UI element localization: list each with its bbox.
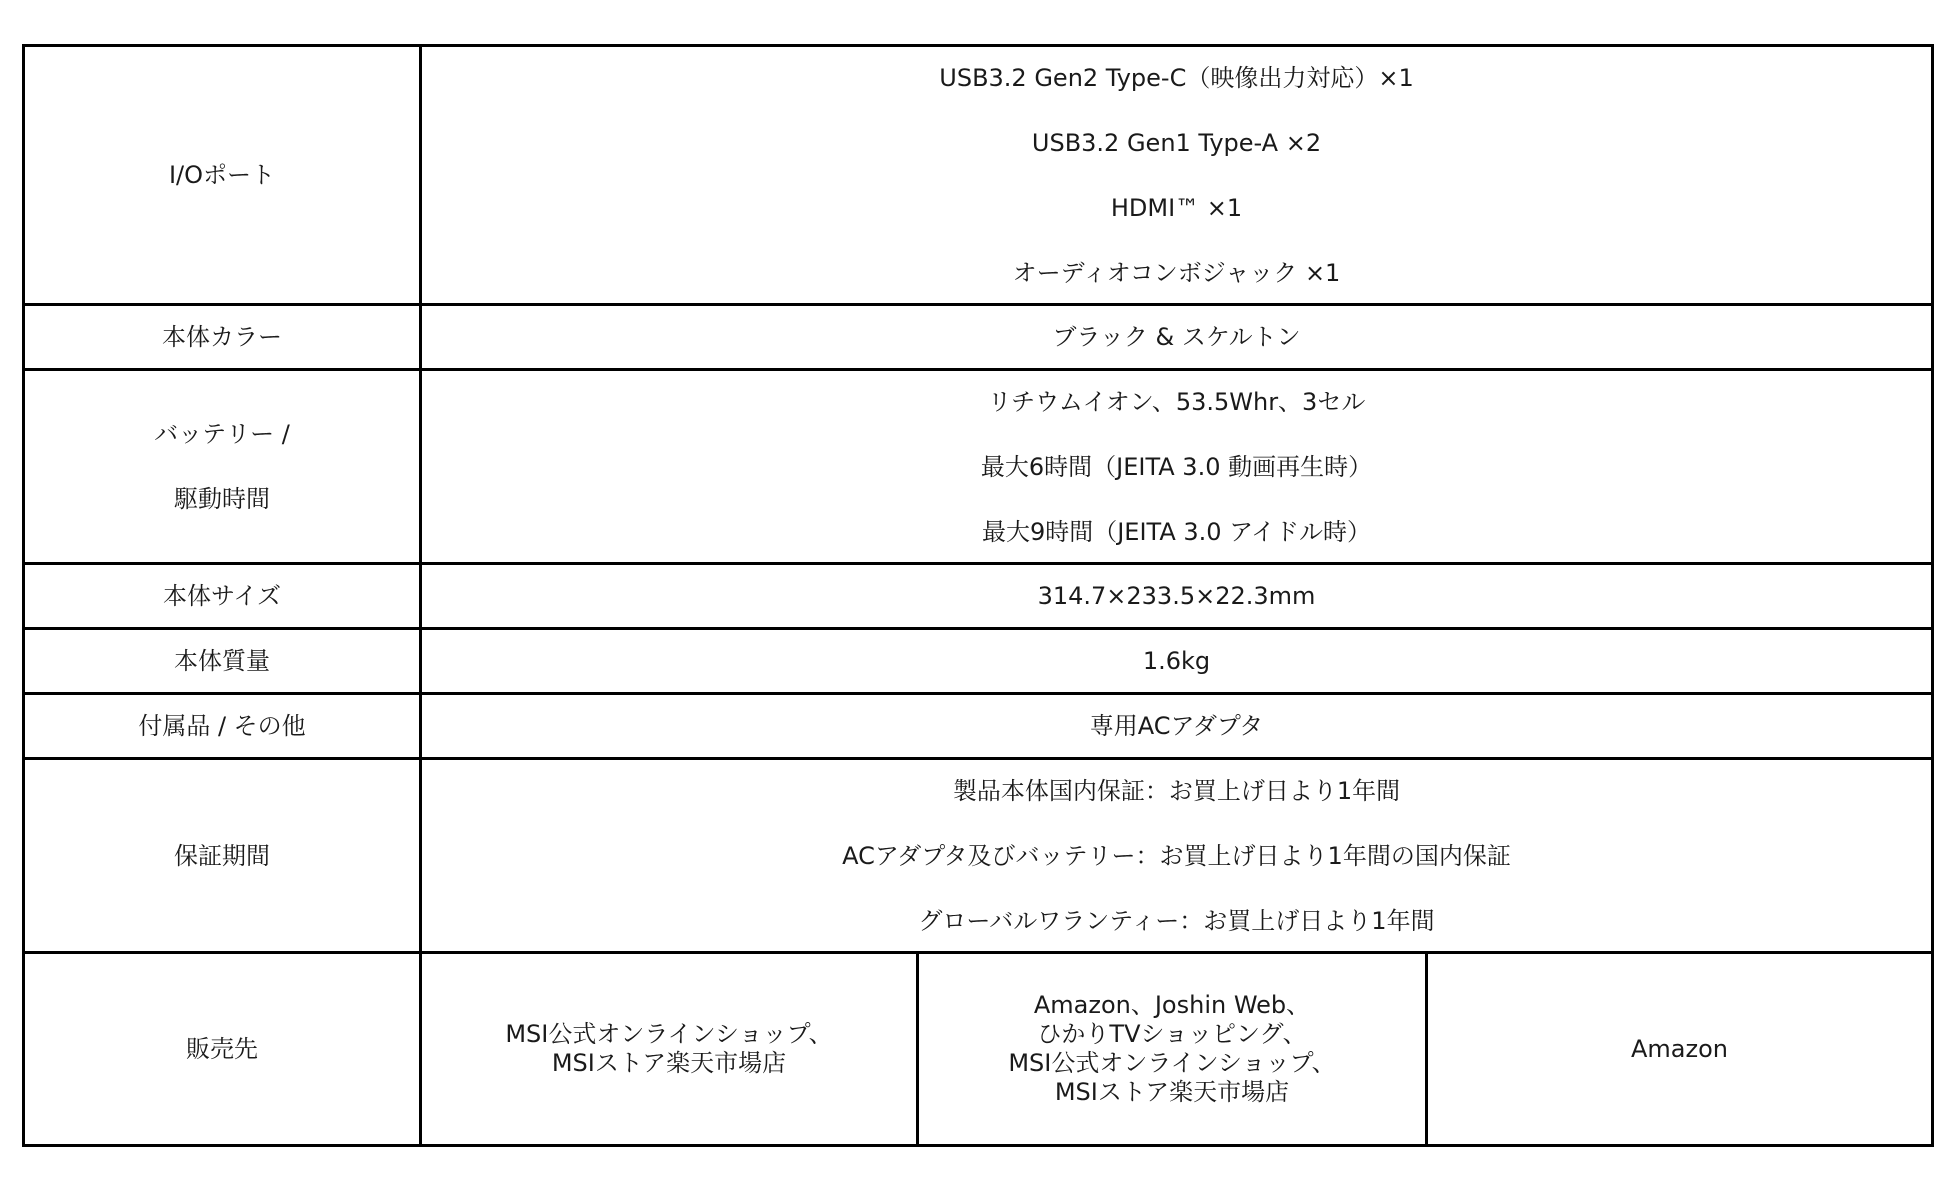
io-port-hdmi: HDMI™ ×1	[1110, 193, 1243, 222]
battery-runtime-idle: 最大9時間（JEITA 3.0 アイドル時）	[981, 517, 1372, 546]
battery-label-line-1: バッテリー /	[154, 420, 290, 448]
store-1-line-2: MSIストア楽天市場店	[551, 1049, 787, 1077]
warranty-value-cell	[421, 759, 1933, 953]
table-row-warranty	[24, 759, 1933, 953]
io-port-usb-c: USB3.2 Gen2 Type-C（映像出力対応）×1	[939, 63, 1414, 92]
size-value: 314.7×233.5×22.3mm	[1037, 582, 1316, 610]
table-row-color	[24, 305, 1933, 370]
warranty-adapter-battery: ACアダプタ及びバッテリー：お買上げ日より1年間の国内保証	[842, 841, 1511, 870]
store-1-line-1: MSI公式オンラインショップ、	[505, 1020, 833, 1048]
accessories-label: 付属品 / その他	[138, 712, 306, 740]
stores-cell-3	[1427, 953, 1933, 1146]
accessories-value: 専用ACアダプタ	[1089, 712, 1264, 740]
warranty-global: グローバルワランティー：お買上げ日より1年間	[918, 906, 1435, 935]
weight-value-cell	[421, 629, 1933, 694]
battery-label-cell	[24, 370, 421, 564]
spec-table	[22, 44, 1934, 1147]
battery-type: リチウムイオン、53.5Whr、3セル	[987, 387, 1366, 416]
store-2-line-1: Amazon、Joshin Web、	[1033, 991, 1311, 1019]
table-row-stores	[24, 953, 1933, 1146]
io-ports-value-cell	[421, 46, 1933, 305]
table-row-weight	[24, 629, 1933, 694]
table-row-size	[24, 564, 1933, 629]
size-label-cell	[24, 564, 421, 629]
io-ports-label: I/Oポート	[168, 161, 276, 189]
warranty-label-cell	[24, 759, 421, 953]
accessories-value-cell	[421, 694, 1933, 759]
battery-runtime-video: 最大6時間（JEITA 3.0 動画再生時）	[980, 452, 1373, 481]
battery-label-line-2: 駆動時間	[174, 485, 270, 513]
warranty-label: 保証期間	[174, 841, 270, 870]
size-label: 本体サイズ	[162, 582, 282, 610]
weight-label-cell	[24, 629, 421, 694]
io-port-audio: オーディオコンボジャック ×1	[1012, 258, 1341, 287]
stores-cell-2	[918, 953, 1427, 1146]
stores-label: 販売先	[186, 1035, 258, 1063]
store-3-line-1: Amazon	[1631, 1034, 1728, 1063]
accessories-label-cell	[24, 694, 421, 759]
store-2-line-3: MSI公式オンラインショップ、	[1008, 1049, 1336, 1077]
size-value-cell	[421, 564, 1933, 629]
table-row-accessories	[24, 694, 1933, 759]
io-port-usb-a: USB3.2 Gen1 Type-A ×2	[1031, 128, 1322, 157]
color-value: ブラック & スケルトン	[1052, 323, 1301, 351]
color-label-cell	[24, 305, 421, 370]
store-2-line-4: MSIストア楽天市場店	[1054, 1078, 1290, 1106]
table-row-io-ports	[24, 46, 1933, 305]
io-ports-label-cell	[24, 46, 421, 305]
warranty-product: 製品本体国内保証：お買上げ日より1年間	[952, 776, 1401, 805]
store-2-line-2: ひかりTVショッピング、	[1037, 1020, 1307, 1048]
color-label: 本体カラー	[162, 323, 282, 351]
weight-label: 本体質量	[174, 647, 270, 675]
stores-cell-1	[421, 953, 918, 1146]
color-value-cell	[421, 305, 1933, 370]
weight-value: 1.6kg	[1142, 647, 1211, 675]
table-row-battery	[24, 370, 1933, 564]
stores-label-cell	[24, 953, 421, 1146]
battery-value-cell	[421, 370, 1933, 564]
